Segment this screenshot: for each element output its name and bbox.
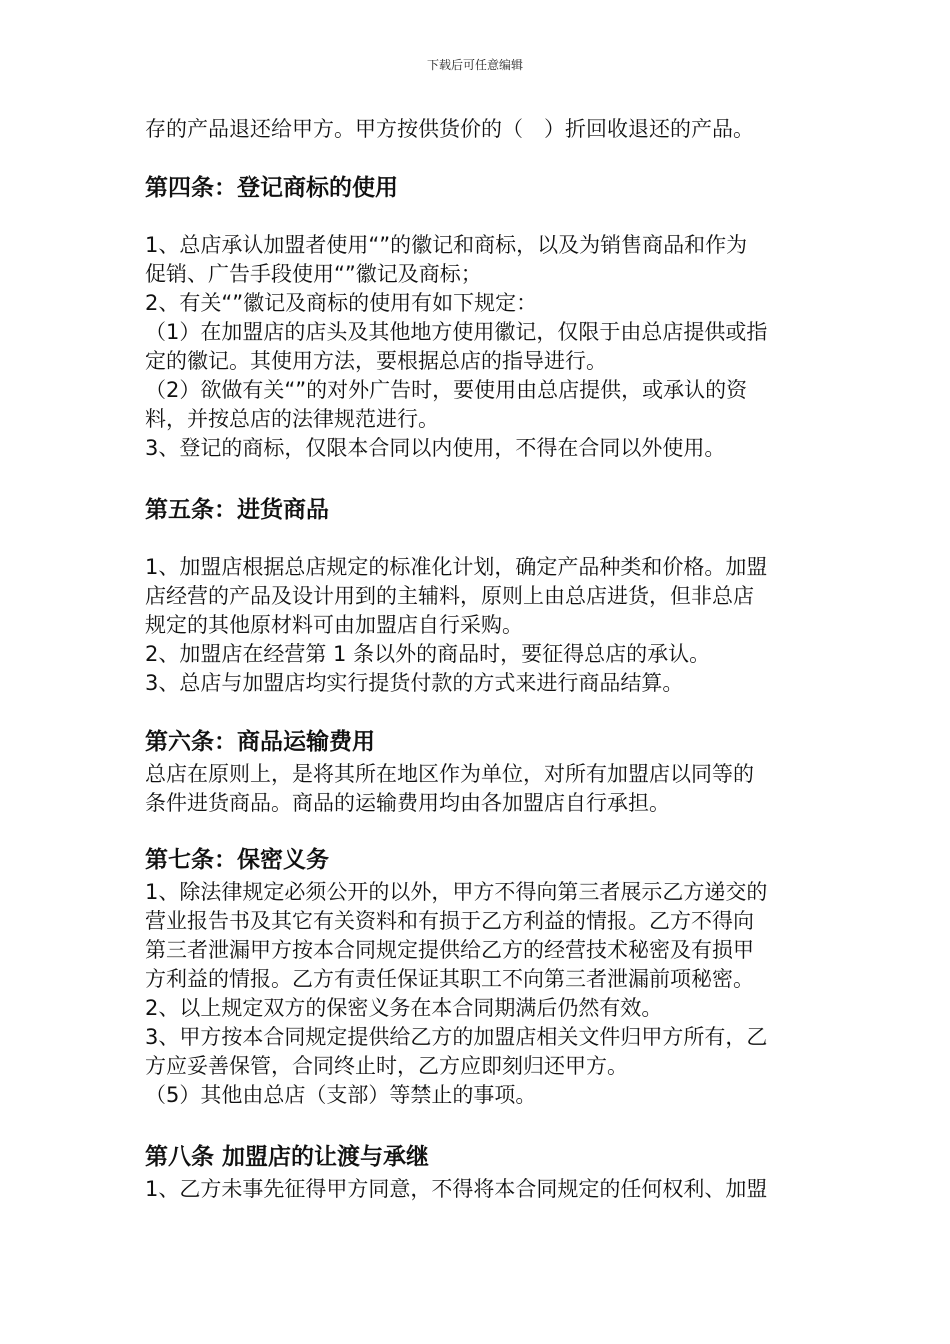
section-heading-4: 第四条：登记商标的使用: [145, 175, 398, 201]
text-line: 料，并按总店的法律规范进行。: [145, 407, 439, 431]
text-line: （2）欲做有关“”的对外广告时，要使用由总店提供，或承认的资: [145, 378, 748, 402]
section-body-8: [145, 1175, 767, 1204]
text-line: 2、加盟店在经营第 1 条以外的商品时，要征得总店的承认。: [145, 642, 711, 666]
section-body-4: [145, 231, 767, 463]
text-line: 营业报告书及其它有关资料和有损于乙方利益的情报。乙方不得向: [145, 909, 754, 933]
section-body-5: [145, 553, 767, 698]
text-line: 规定的其他原材料可由加盟店自行采购。: [145, 613, 523, 637]
text-line: 店经营的产品及设计用到的主辅料，原则上由总店进货，但非总店: [145, 584, 754, 608]
paragraph-continued: [145, 115, 754, 144]
text-line: 存的产品退还给甲方。甲方按供货价的（ ）折回收退还的产品。: [145, 117, 754, 141]
text-line: （5）其他由总店（支部）等禁止的事项。: [145, 1083, 537, 1107]
section-body-7: [145, 878, 767, 1110]
text-line: 1、总店承认加盟者使用“”的徽记和商标，以及为销售商品和作为: [145, 233, 748, 257]
text-line: 3、甲方按本合同规定提供给乙方的加盟店相关文件归甲方所有，乙: [145, 1025, 768, 1049]
text-line: 定的徽记。其使用方法，要根据总店的指导进行。: [145, 349, 607, 373]
text-line: 2、以上规定双方的保密义务在本合同期满后仍然有效。: [145, 996, 663, 1020]
text-line: 1、加盟店根据总店规定的标准化计划，确定产品种类和价格。加盟: [145, 555, 768, 579]
text-line: 1、除法律规定必须公开的以外，甲方不得向第三者展示乙方递交的: [145, 880, 768, 904]
page-header: 下载后可任意编辑: [426, 58, 523, 72]
text-line: 3、总店与加盟店均实行提货付款的方式来进行商品结算。: [145, 671, 684, 695]
text-line: 方利益的情报。乙方有责任保证其职工不向第三者泄漏前项秘密。: [145, 967, 754, 991]
text-line: 1、乙方未事先征得甲方同意，不得将本合同规定的任何权利、加盟: [145, 1177, 768, 1201]
text-line: 3、登记的商标，仅限本合同以内使用，不得在合同以外使用。: [145, 436, 726, 460]
section-heading-7: 第七条：保密义务: [145, 847, 329, 873]
text-line: 第三者泄漏甲方按本合同规定提供给乙方的经营技术秘密及有损甲: [145, 938, 754, 962]
section-heading-6: 第六条：商品运输费用: [145, 729, 375, 755]
text-line: 2、有关“”徽记及商标的使用有如下规定：: [145, 291, 538, 315]
text-line: 条件进货商品。商品的运输费用均由各加盟店自行承担。: [145, 791, 670, 815]
text-line: 促销、广告手段使用“”徽记及商标；: [145, 262, 482, 286]
text-line: （1）在加盟店的店头及其他地方使用徽记，仅限于由总店提供或指: [145, 320, 768, 344]
text-line: 方应妥善保管，合同终止时，乙方应即刻归还甲方。: [145, 1054, 628, 1078]
text-line: 总店在原则上，是将其所在地区作为单位，对所有加盟店以同等的: [145, 762, 754, 786]
section-heading-8: 第八条 加盟店的让渡与承继: [145, 1144, 430, 1170]
section-body-6: [145, 760, 754, 818]
section-heading-5: 第五条：进货商品: [145, 497, 329, 523]
